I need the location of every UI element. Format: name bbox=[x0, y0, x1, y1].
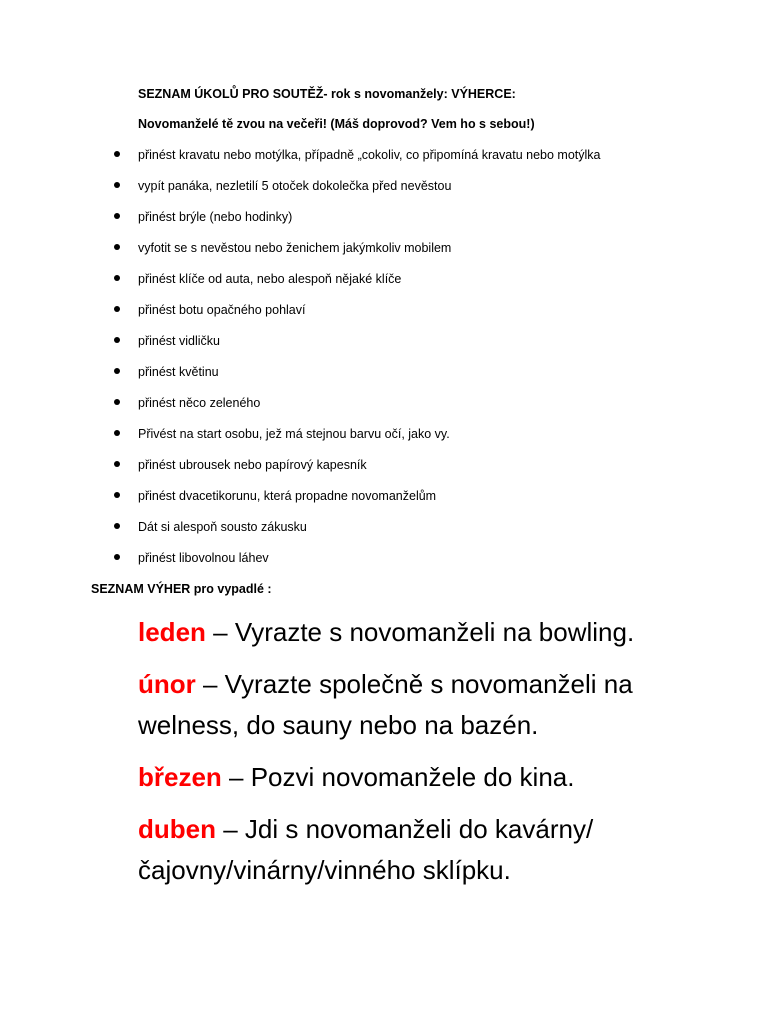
bullet-icon bbox=[114, 182, 120, 188]
prize-month: únor bbox=[138, 669, 196, 699]
task-text: přinést vidličku bbox=[138, 334, 220, 348]
task-text: přinést něco zeleného bbox=[138, 396, 261, 410]
bullet-icon bbox=[114, 244, 120, 250]
task-text: vyfotit se s nevěstou nebo ženichem jakýmkoliv mobilem bbox=[138, 241, 452, 255]
bullet-icon bbox=[114, 151, 120, 157]
task-text: přinést botu opačného pohlaví bbox=[138, 303, 306, 317]
task-text: vypít panáka, nezletilí 5 otoček dokolečka před nevěstou bbox=[138, 179, 452, 193]
bullet-icon bbox=[114, 523, 120, 529]
task-text: přinést brýle (nebo hodinky) bbox=[138, 210, 293, 224]
task-text: přinést kravatu nebo motýlka, případně „cokoliv, co připomíná kravatu nebo motýlka bbox=[138, 148, 601, 162]
prize-text: – Jdi s novomanželi do kavárny/čajovny/vinárny/vinného sklípku. bbox=[138, 814, 594, 885]
document-title: SEZNAM ÚKOLŮ PRO SOUTĚŽ- rok s novomanžely: VÝHERCE: bbox=[138, 87, 516, 101]
bullet-icon bbox=[114, 306, 120, 312]
bullet-icon bbox=[114, 399, 120, 405]
bullet-icon bbox=[114, 337, 120, 343]
bullet-icon bbox=[114, 430, 120, 436]
bullet-icon bbox=[114, 461, 120, 467]
document-subtitle: Novomanželé tě zvou na večeři! (Máš doprovod? Vem ho s sebou!) bbox=[138, 117, 535, 131]
prize-item bbox=[138, 757, 698, 798]
prize-month: duben bbox=[138, 814, 216, 844]
bullet-icon bbox=[114, 554, 120, 560]
task-text: přinést květinu bbox=[138, 365, 219, 379]
prize-month: březen bbox=[138, 762, 222, 792]
task-text: přinést ubrousek nebo papírový kapesník bbox=[138, 458, 367, 472]
task-text: Přivést na start osobu, jež má stejnou barvu očí, jako vy. bbox=[138, 427, 450, 441]
prizes-heading: SEZNAM VÝHER pro vypadlé : bbox=[91, 582, 272, 596]
task-text: přinést klíče od auta, nebo alespoň nějaké klíče bbox=[138, 272, 402, 286]
prize-item bbox=[138, 809, 698, 891]
prize-month: leden bbox=[138, 617, 206, 647]
prize-text: – Vyrazte společně s novomanželi na welness, do sauny nebo na bazén. bbox=[138, 669, 633, 740]
prize-text: – Pozvi novomanžele do kina. bbox=[221, 762, 575, 792]
bullet-icon bbox=[114, 492, 120, 498]
bullet-icon bbox=[114, 275, 120, 281]
bullet-icon bbox=[114, 213, 120, 219]
prizes-list bbox=[138, 612, 698, 902]
prize-item bbox=[138, 612, 698, 653]
bullet-icon bbox=[114, 368, 120, 374]
prize-text: – Vyrazte s novomanželi na bowling. bbox=[205, 617, 635, 647]
task-text: přinést dvacetikorunu, která propadne novomanželům bbox=[138, 489, 437, 503]
task-text: Dát si alespoň sousto zákusku bbox=[138, 520, 307, 534]
task-text: přinést libovolnou láhev bbox=[138, 551, 269, 565]
prize-item bbox=[138, 664, 698, 746]
